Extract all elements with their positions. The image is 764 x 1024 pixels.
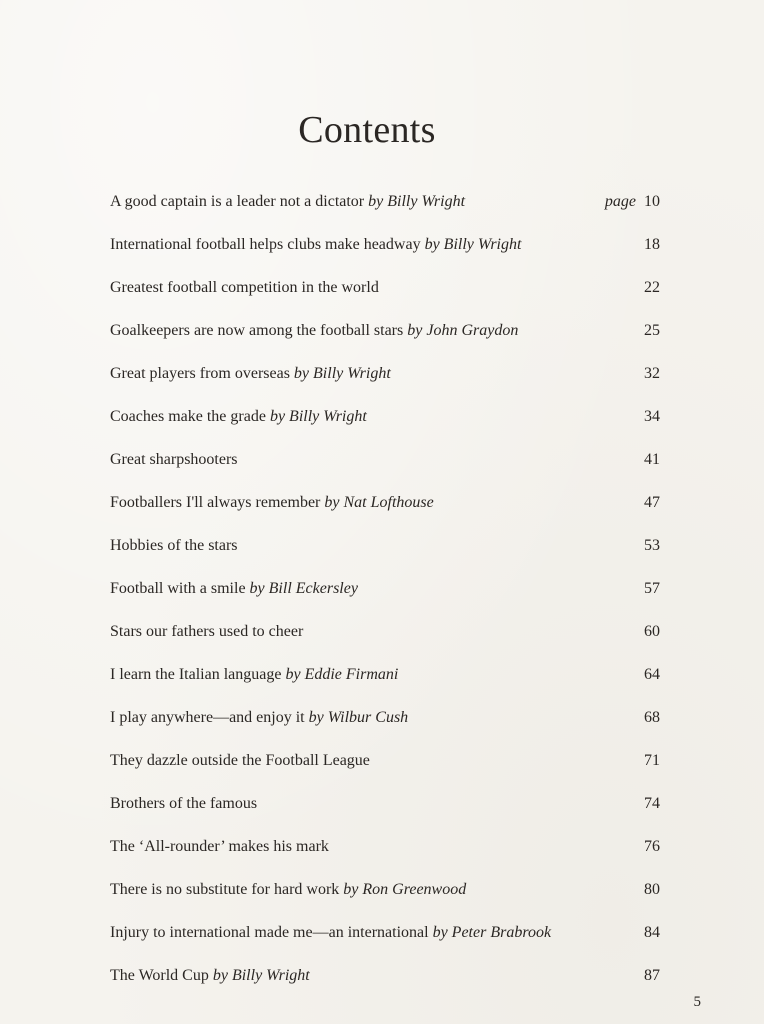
contents-entry [110,825,666,868]
entry-page-number: 64 [644,665,660,683]
contents-entry [110,395,666,438]
entry-title-line [110,752,666,770]
entry-page-number: 18 [644,235,660,253]
contents-entry [110,180,666,223]
entry-title-line [110,709,666,727]
contents-entry [110,309,666,352]
entry-title: Coaches make the grade [110,407,266,425]
entry-title-line [110,967,666,985]
entry-author: by Wilbur Cush [308,708,409,726]
entry-title-line [110,451,666,469]
entry-title-line [110,365,666,383]
entry-title: I play anywhere—and enjoy it [110,708,305,726]
entry-author: by Billy Wright [269,407,367,425]
entry-title-line [110,279,666,297]
entry-page-number: 71 [644,751,660,769]
entry-page-ref [605,193,660,211]
entry-author: by Billy Wright [424,235,522,253]
entry-page-number: 41 [644,450,660,468]
contents-entry [110,524,666,567]
entry-title-line [110,795,666,813]
entry-title-line [110,494,666,512]
page-label: page [604,192,636,210]
entry-title: The World Cup [110,966,209,984]
contents-entry [110,696,666,739]
contents-entry [110,223,666,266]
entry-author: by Billy Wright [212,966,310,984]
entry-page-number: 47 [644,493,660,511]
entry-title-line [110,580,666,598]
entry-page-number: 22 [644,278,660,296]
entry-title: Stars our fathers used to cheer [110,622,304,640]
entry-page-number: 87 [644,966,660,984]
entry-author: by John Graydon [407,321,519,339]
contents-entry [110,438,666,481]
contents-entry [110,868,666,911]
entry-author: by Eddie Firmani [285,665,399,683]
contents-entry [110,911,666,954]
entry-title: I learn the Italian language [110,665,282,683]
entry-title: Greatest football competition in the world [110,278,379,296]
entry-author: by Ron Greenwood [343,880,467,898]
entry-page-number: 80 [644,880,660,898]
entry-title: Footballers I'll always remember [110,493,321,511]
entry-page-number: 84 [644,923,660,941]
entry-page-number: 25 [644,321,660,339]
page-title: Contents [298,109,436,151]
entry-title-line [110,924,666,942]
entry-page-number: 34 [644,407,660,425]
entry-title: Great sharpshooters [110,450,238,468]
entry-author: by Nat Lofthouse [324,493,434,511]
entry-title: The ‘All-rounder’ makes his mark [110,837,329,855]
contents-entry [110,567,666,610]
entry-page-number: 57 [644,579,660,597]
entry-title: International football helps clubs make headway [110,235,421,253]
entry-title: A good captain is a leader not a dictator [110,192,365,210]
entry-title: Football with a smile [110,579,246,597]
entry-title: Hobbies of the stars [110,536,238,554]
entry-page-number: 32 [644,364,660,382]
contents-entry [110,782,666,825]
entry-title-line [110,236,666,254]
entry-title-line [110,881,666,899]
contents-entry [110,653,666,696]
contents-entry [110,610,666,653]
entry-title-line [110,666,666,684]
entry-title: There is no substitute for hard work [110,880,340,898]
entry-page-number: 74 [644,794,660,812]
contents-entry [110,954,666,997]
entry-title: Injury to international made me—an international [110,923,429,941]
entry-title: They dazzle outside the Football League [110,751,370,769]
entry-page-number: 53 [644,536,660,554]
entry-page-number: 10 [644,192,660,210]
contents-list [110,180,666,997]
entry-title: Brothers of the famous [110,794,258,812]
entry-page-number: 76 [644,837,660,855]
entry-title: Great players from overseas [110,364,290,382]
entry-author: by Billy Wright [368,192,466,210]
entry-title-line [110,322,666,340]
contents-entry [110,481,666,524]
entry-title-line [110,537,666,555]
entry-author: by Billy Wright [293,364,391,382]
entry-title-line [110,623,666,641]
contents-entry [110,352,666,395]
entry-author: by Peter Brabrook [432,923,552,941]
page-number: 5 [693,994,701,1010]
contents-entry [110,266,666,309]
contents-entry [110,739,666,782]
entry-title: Goalkeepers are now among the football stars [110,321,404,339]
entry-title-line [110,193,666,211]
entry-page-number: 68 [644,708,660,726]
entry-author: by Bill Eckersley [249,579,358,597]
entry-title-line [110,408,666,426]
entry-title-line [110,838,666,856]
entry-page-number: 60 [644,622,660,640]
